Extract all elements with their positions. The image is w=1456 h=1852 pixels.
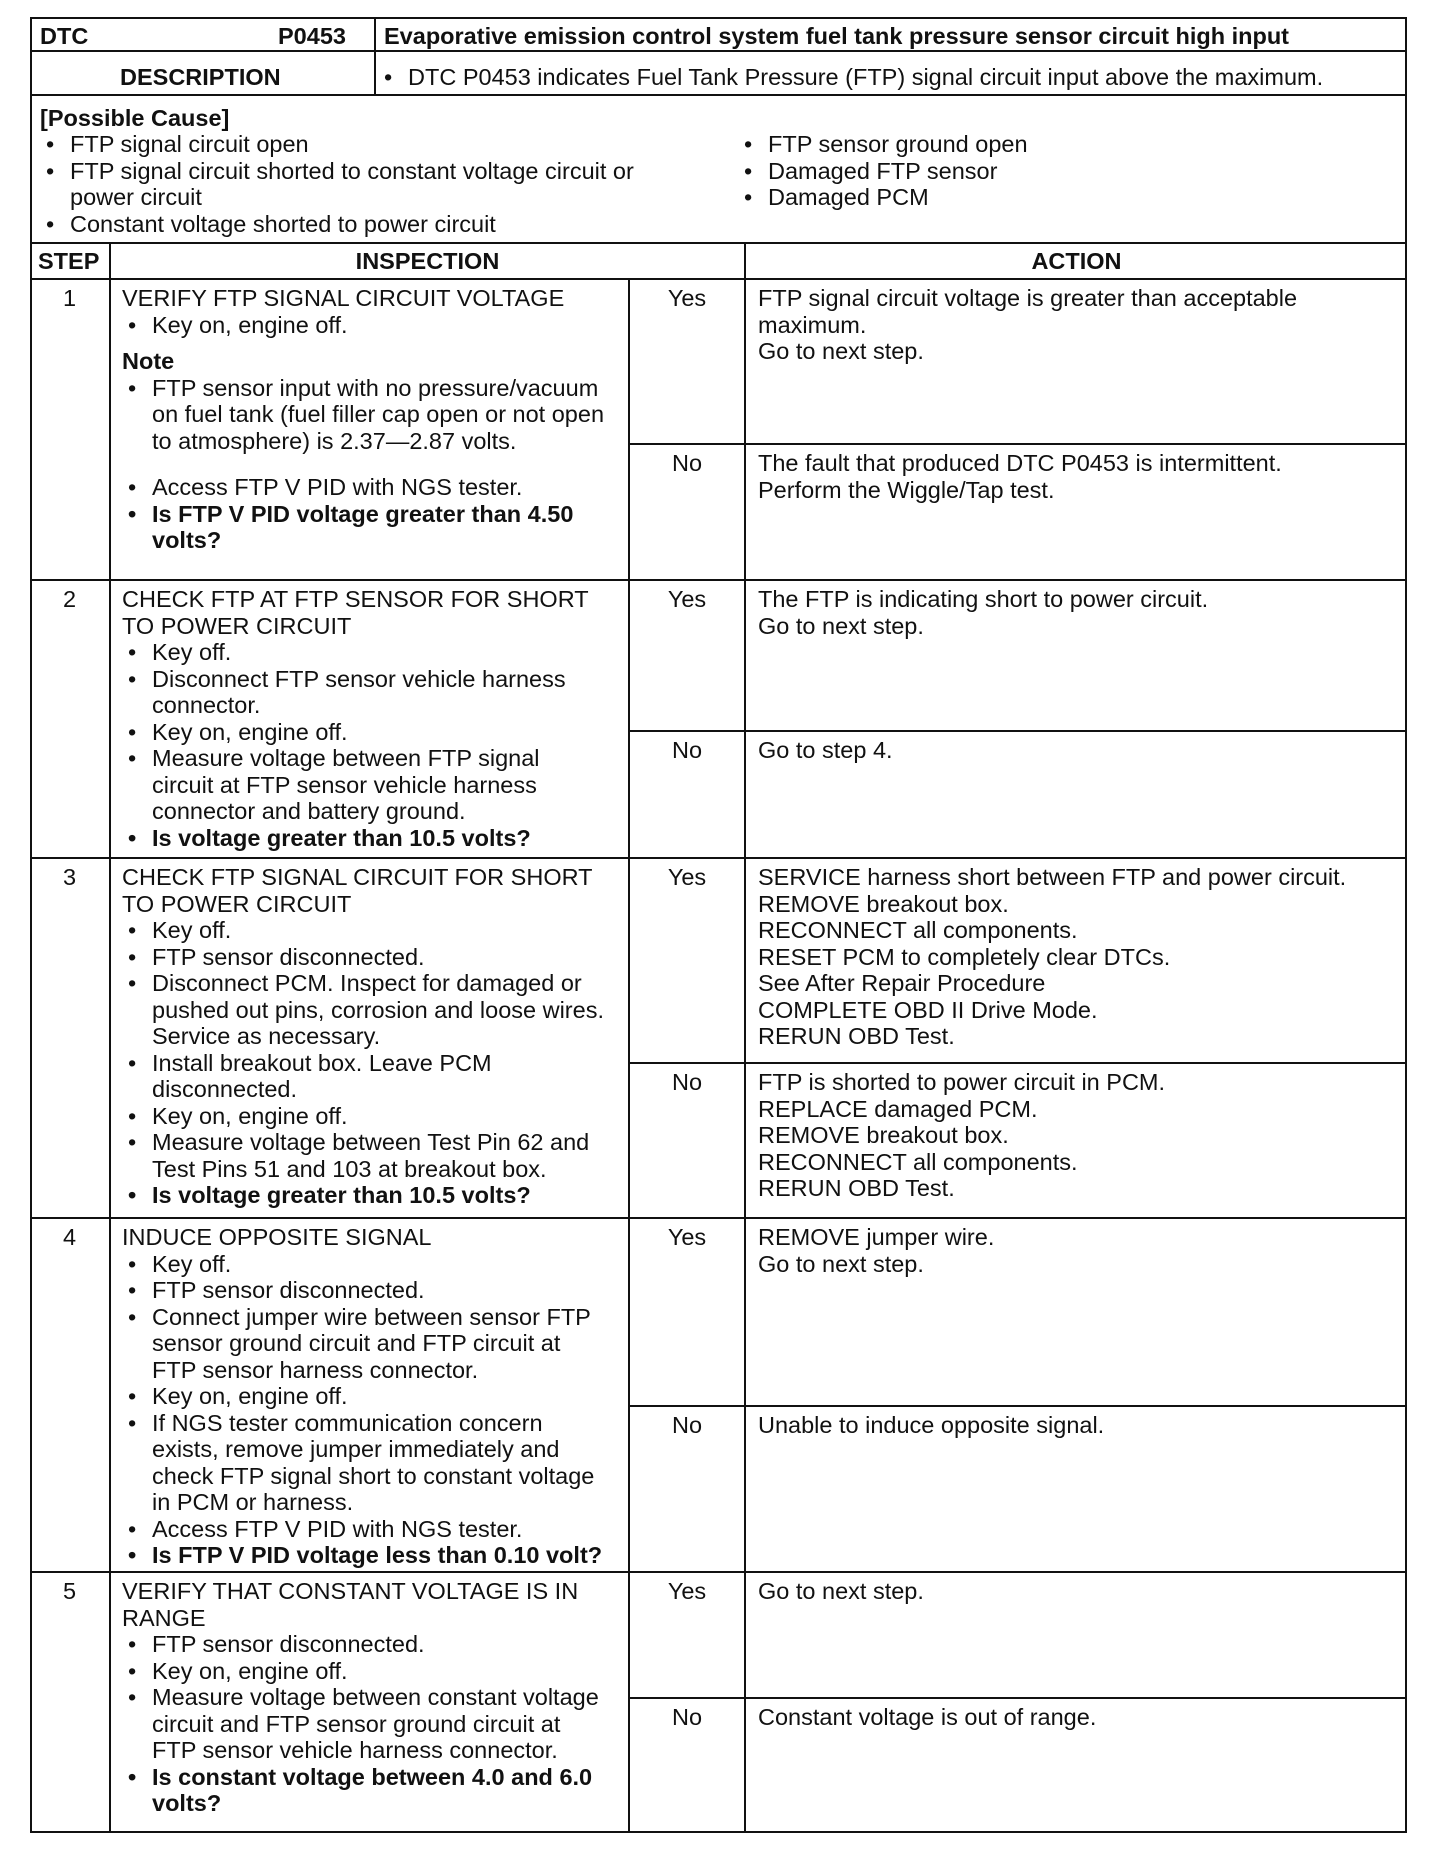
inspection-question: • Is constant voltage between 4.0 and 6.0 volts? — [122, 1764, 622, 1817]
cause-item: • FTP sensor ground open — [738, 131, 1028, 158]
yes-label: Yes — [667, 285, 707, 311]
inspection-title: CHECK FTP SIGNAL CIRCUIT FOR SHORT TO POWER CIRCUIT — [122, 864, 593, 917]
description-text: • DTC P0453 indicates Fuel Tank Pressure (FTP) signal circuit input above the maximum. — [378, 64, 1456, 91]
no-action: Go to step 4. — [758, 737, 893, 763]
no-label: No — [671, 1704, 703, 1730]
inspection-bullet: • Key off. — [122, 917, 622, 944]
spacer — [122, 454, 622, 474]
yes-action: The FTP is indicating short to power circuit. Go to next step. — [758, 586, 1209, 639]
inspection-column-header: INSPECTION — [355, 248, 500, 274]
inspection-question: • Is FTP V PID voltage greater than 4.50 volts? — [122, 501, 622, 554]
inspection-bullet: • Measure voltage between constant voltage circuit and FTP sensor ground circuit at FTP sensor vehicle harness connector. — [122, 1684, 622, 1764]
dtc-title: Evaporative emission control system fuel tank pressure sensor circuit high input — [384, 23, 1290, 49]
step-number: 4 — [62, 1224, 77, 1250]
step-number: 2 — [62, 586, 77, 612]
inspection-bullet: • Measure voltage between Test Pin 62 and Test Pins 51 and 103 at breakout box. — [122, 1129, 622, 1182]
dtc-label: DTC — [40, 23, 89, 49]
cause-item: • Damaged FTP sensor — [738, 158, 1028, 185]
inspection-cell — [122, 586, 622, 851]
no-action: Unable to induce opposite signal. — [758, 1412, 1105, 1438]
inspection-bullet: • Install breakout box. Leave PCM disconnected. — [122, 1050, 622, 1103]
yes-label: Yes — [667, 1224, 707, 1250]
rule — [30, 1571, 1407, 1573]
inspection-bullet: • Disconnect PCM. Inspect for damaged or pushed out pins, corrosion and loose wires. Service as necessary. — [122, 970, 622, 1050]
rule — [30, 94, 1407, 96]
dtc-code: P0453 — [278, 23, 346, 49]
inspection-bullet: • FTP sensor input with no pressure/vacuum on fuel tank (fuel filler cap open or not open to atmosphere) is 2.37—2.87 volts. — [122, 375, 622, 455]
step-number: 5 — [62, 1578, 77, 1604]
cause-item: • FTP signal circuit open — [40, 131, 634, 158]
rule — [30, 857, 1407, 859]
inspection-bullet: • FTP sensor disconnected. — [122, 944, 622, 971]
step-column-header: STEP — [38, 248, 100, 274]
yes-label: Yes — [667, 1578, 707, 1604]
no-action: Constant voltage is out of range. — [758, 1704, 1097, 1730]
cause-item: • Damaged PCM — [738, 184, 1028, 211]
no-label: No — [671, 450, 703, 476]
inspection-title: CHECK FTP AT FTP SENSOR FOR SHORT TO POWER CIRCUIT — [122, 586, 589, 639]
inspection-bullet: • Measure voltage between FTP signal circuit at FTP sensor vehicle harness connector and battery ground. — [122, 745, 622, 825]
inspection-bullet: • Key on, engine off. — [122, 1658, 622, 1685]
rule — [30, 1217, 1407, 1219]
yes-action: Go to next step. — [758, 1578, 924, 1604]
inspection-bullet: • FTP sensor disconnected. — [122, 1277, 622, 1304]
yes-label: Yes — [667, 864, 707, 890]
inspection-bullet: • Key on, engine off. — [122, 719, 622, 746]
description-label: DESCRIPTION — [120, 64, 281, 90]
no-label: No — [671, 1412, 703, 1438]
inspection-bullet: • If NGS tester communication concern exists, remove jumper immediately and check FTP signal short to constant voltage in PCM or harness. — [122, 1410, 622, 1516]
inspection-question: • Is voltage greater than 10.5 volts? — [122, 1182, 622, 1209]
note-label: Note — [122, 348, 175, 374]
inspection-cell — [122, 1224, 622, 1569]
possible-cause-right — [738, 131, 1028, 211]
inspection-question: • Is FTP V PID voltage less than 0.10 volt? — [122, 1542, 622, 1569]
rule — [30, 50, 1407, 52]
no-action: FTP is shorted to power circuit in PCM. REPLACE damaged PCM. REMOVE breakout box. RECONNECT all components. RERUN OBD Test. — [758, 1069, 1166, 1201]
inspection-cell — [122, 285, 622, 554]
inspection-bullet: • Connect jumper wire between sensor FTP sensor ground circuit and FTP circuit at FTP sensor harness connector. — [122, 1304, 622, 1384]
rule — [30, 242, 1407, 244]
inspection-cell — [122, 864, 622, 1209]
inspection-bullet: • Key off. — [122, 639, 622, 666]
yes-action: SERVICE harness short between FTP and power circuit. REMOVE breakout box. RECONNECT all components. RESET PCM to completely clear DTCs. See After Repair Procedure COMPLETE OBD II Drive Mode. RERUN OBD Test. — [758, 864, 1347, 1049]
inspection-bullet: • Key on, engine off. — [122, 1383, 622, 1410]
yes-action: FTP signal circuit voltage is greater than acceptable maximum. Go to next step. — [758, 285, 1298, 364]
possible-cause-left — [40, 131, 634, 237]
yes-action: REMOVE jumper wire. Go to next step. — [758, 1224, 995, 1277]
possible-cause-heading: [Possible Cause] — [40, 105, 230, 131]
no-action: The fault that produced DTC P0453 is intermittent. Perform the Wiggle/Tap test. — [758, 450, 1282, 503]
yes-label: Yes — [667, 586, 707, 612]
inspection-question: • Is voltage greater than 10.5 volts? — [122, 825, 622, 852]
rule — [30, 579, 1407, 581]
inspection-bullet: • Access FTP V PID with NGS tester. — [122, 1516, 622, 1543]
no-label: No — [671, 1069, 703, 1095]
rule — [744, 242, 746, 1833]
cause-item: • FTP signal circuit shorted to constant voltage circuit or power circuit — [40, 158, 634, 211]
no-label: No — [671, 737, 703, 763]
inspection-title: INDUCE OPPOSITE SIGNAL — [122, 1224, 432, 1250]
inspection-bullet: • Key on, engine off. — [122, 312, 622, 339]
inspection-title: VERIFY THAT CONSTANT VOLTAGE IS IN RANGE — [122, 1578, 579, 1631]
inspection-bullet: • Access FTP V PID with NGS tester. — [122, 474, 622, 501]
cause-item: • Constant voltage shorted to power circuit — [40, 211, 634, 238]
inspection-bullet: • Key on, engine off. — [122, 1103, 622, 1130]
inspection-cell — [122, 1578, 622, 1817]
rule — [30, 278, 1407, 280]
inspection-bullet: • Disconnect FTP sensor vehicle harness connector. — [122, 666, 622, 719]
inspection-bullet: • FTP sensor disconnected. — [122, 1631, 622, 1658]
inspection-title: VERIFY FTP SIGNAL CIRCUIT VOLTAGE — [122, 285, 565, 311]
rule — [109, 242, 111, 1833]
step-number: 1 — [62, 285, 77, 311]
inspection-bullet: • Key off. — [122, 1251, 622, 1278]
rule — [374, 17, 376, 95]
step-number: 3 — [62, 864, 77, 890]
action-column-header: ACTION — [1031, 248, 1122, 274]
